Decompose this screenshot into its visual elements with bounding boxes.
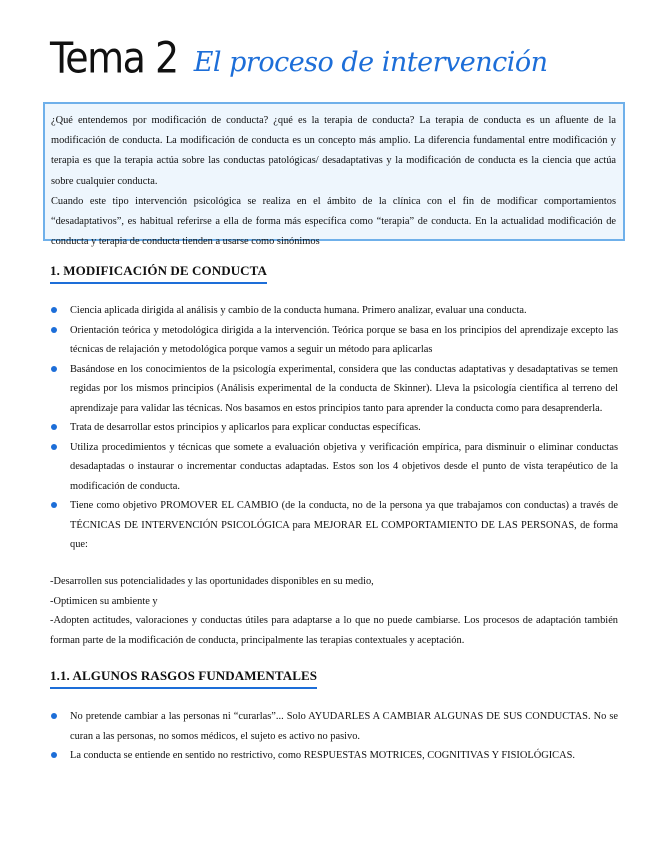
bullet-dot-icon: [51, 752, 57, 758]
bullet-dot-icon: [51, 424, 57, 430]
tema-label: Tema 2: [50, 33, 178, 83]
intro-paragraph-1: ¿Qué entendemos por modificación de conducta? ¿qué es la terapia de conducta? La terapia de conducta es un afluente de la modificación de conducta. La modificación de conducta es un concepto más amplio. La diferencia fundamental entre modificación y terapia es que la terapia actúa sobre las conductas patológicas/ desadaptativas y la modificación de conducta es la ciencia que actúa sobre cualquier conducta.: [51, 115, 616, 187]
list-item: Utiliza procedimientos y técnicas que somete a evaluación objetiva y verificación empírica, para disminuir o eliminar conductas desadaptadas o instaurar o incrementar conductas adaptadas. Estos son los 4 objetivos desde el punto de vista terapéutico de la modificación de conducta.: [50, 438, 618, 497]
list-item: Tiene como objetivo PROMOVER EL CAMBIO (de la conducta, no de la persona ya que trabajamos con conductas) a través de TÉCNICAS DE INTERVENCIÓN PSICOLÓGICA para MEJORAR EL COMPORTAMIENTO DE LAS PERSONAS, de forma que:: [50, 496, 618, 555]
list-item: La conducta se entiende en sentido no restrictivo, como RESPUESTAS MOTRICES, COGNITIVAS Y FISIOLÓGICAS.: [50, 746, 618, 766]
section1-bullet-list: [50, 301, 618, 555]
section-heading-1: 1. MODIFICACIÓN DE CONDUCTA: [50, 263, 267, 284]
section11-bullet-list: [50, 707, 618, 766]
page-header: [50, 33, 548, 83]
list-item: Basándose en los conocimientos de la psicología experimental, considera que las conductas adaptativas y desadaptativas se temen regidas por los mismos principios (Análisis experimental de la conducta de Skinner). Lleva la psicología científica al terreno del aprendizaje para validar las técnicas. Nos basamos en estos principios tanto para aprender la conducta como para desaprenderla.: [50, 360, 618, 419]
section1-dash-list: [50, 572, 618, 650]
list-item: Orientación teórica y metodológica dirigida a la intervención. Teórica porque se basa en los principios del aprendizaje excepto las técnicas de relajación y metodológica porque vamos a seguir un método para aplicarlas: [50, 321, 618, 360]
list-item: Trata de desarrollar estos principios y aplicarlos para explicar conductas específicas.: [50, 418, 618, 438]
dash-item: -Adopten actitudes, valoraciones y conductas útiles para adaptarse a lo que no puede cambiarse. Los procesos de adaptación también forman parte de la modificación de conducta, principalmente las terapias contextuales y aceptación.: [50, 615, 618, 646]
dash-item: -Desarrollen sus potencialidades y las oportunidades disponibles en su medio,: [50, 576, 374, 587]
bullet-dot-icon: [51, 307, 57, 313]
bullet-dot-icon: [51, 713, 57, 719]
list-item: No pretende cambiar a las personas ni “curarlas”... Solo AYUDARLES A CAMBIAR ALGUNAS DE SUS CONDUCTAS. No se curan a las personas, no somos médicos, el sujeto es activo no pasivo.: [50, 707, 618, 746]
bullet-dot-icon: [51, 502, 57, 508]
bullet-dot-icon: [51, 444, 57, 450]
dash-item: -Optimicen su ambiente y: [50, 595, 158, 607]
page-title: El proceso de intervención: [193, 47, 548, 78]
section-heading-1-1: 1.1. ALGUNOS RASGOS FUNDAMENTALES: [50, 668, 317, 689]
bullet-dot-icon: [51, 327, 57, 333]
bullet-dot-icon: [51, 366, 57, 372]
intro-paragraph-2: Cuando este tipo intervención psicológica se realiza en el ámbito de la clínica con el fin de modificar comportamientos “desadaptativos”, es habitual referirse a ella de forma más específica como “terapia” de conducta. En la actualidad modificación de conducta y terapia de conducta tienden a usarse como sinónimos: [51, 195, 616, 248]
intro-box: [43, 102, 625, 248]
list-item: Ciencia aplicada dirigida al análisis y cambio de la conducta humana. Primero analizar, evaluar una conducta.: [50, 301, 618, 321]
